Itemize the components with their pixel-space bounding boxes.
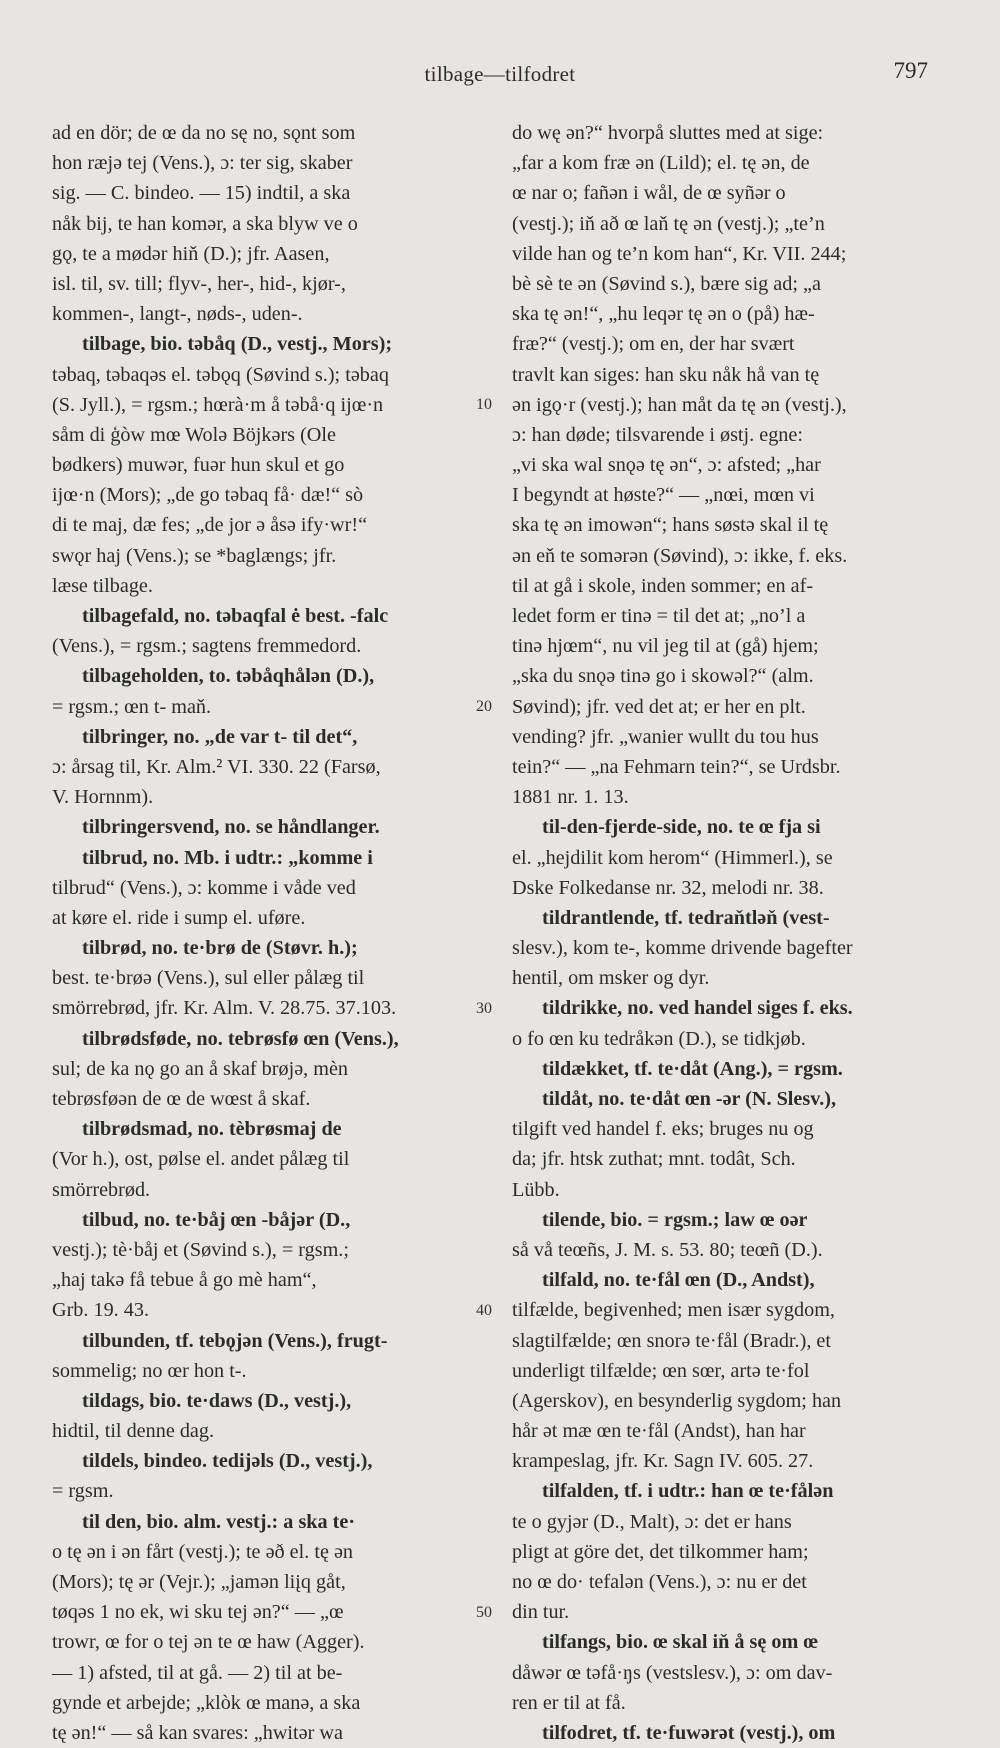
text-line: (Mors); tę ər (Vejr.); „jamən liįq gåt, bbox=[52, 1571, 346, 1593]
text-line: best. te·brøə (Vens.), sul eller pålæg til bbox=[52, 967, 365, 990]
text-line: „ska du snǫə tinə go i skowəl?“ (alm. bbox=[512, 665, 814, 688]
text-line: smörrebrød, jfr. Kr. Alm. V. 28.75. 37.103. bbox=[52, 997, 397, 1020]
text-line: tilende, bio. = rgsm.; law œ oər bbox=[542, 1208, 808, 1231]
text-line: bødkers) muwər, fuər hun skul et go bbox=[52, 454, 345, 477]
text-line: hentil, om msker og dyr. bbox=[512, 967, 710, 990]
text-line: tilfodret, tf. te·fuwərət (vestj.), om bbox=[542, 1721, 836, 1744]
text-line: tildrantlende, tf. tedraňtləň (vest- bbox=[542, 906, 830, 929]
text-line: tildrikke, no. ved handel siges f. eks. bbox=[542, 997, 853, 1020]
text-line: tę ən!“ — så kan svares: „hwitər wa bbox=[52, 1721, 343, 1744]
text-line: travlt kan siges: han sku nåk hå van tę bbox=[512, 363, 820, 386]
text-line: Lübb. bbox=[512, 1178, 560, 1201]
text-line: ledet form er tinə = til det at; „no’l a bbox=[512, 605, 806, 627]
text-line: „far a kom fræ ən (Lild); el. tę ən, de bbox=[512, 152, 810, 175]
text-line: tildels, bindeo. tedijəls (D., vestj.), bbox=[82, 1450, 373, 1473]
text-line: o tę ən i ən fårt (vestj.); te əð el. tę ən bbox=[52, 1540, 353, 1563]
text-line: at køre el. ride i sump el. uføre. bbox=[52, 906, 306, 929]
text-line: swǫr haj (Vens.); se *baglængs; jfr. bbox=[52, 544, 337, 567]
text-line: tilbrød, no. te·brø de (Støvr. h.); bbox=[82, 937, 358, 960]
running-title: tilbage—tilfodret bbox=[424, 62, 576, 86]
text-line: såm di ģòw mœ Wolə Böjkərs (Ole bbox=[52, 423, 336, 446]
text-line: tilbage, bio. təbåq (D., vestj., Mors); bbox=[82, 333, 393, 356]
text-line: təbaq, təbaqəs el. təbǫq (Søvind s.); təbaq bbox=[52, 363, 389, 386]
text-line: V. Hornnm). bbox=[52, 786, 154, 809]
text-line: tilbringersvend, no. se håndlanger. bbox=[82, 816, 380, 839]
line-number-marker: 20 bbox=[476, 697, 492, 715]
text-line: tildækket, tf. te·dåt (Ang.), = rgsm. bbox=[542, 1057, 843, 1080]
text-line: underligt tilfælde; œn sœr, artə te·fol bbox=[512, 1359, 810, 1382]
text-line: ska tę ən!“, „hu leqər tę ən o (på) hæ- bbox=[512, 303, 815, 326]
text-line: Dske Folkedanse nr. 32, melodi nr. 38. bbox=[512, 876, 824, 899]
text-line: ska tę ən imowən“; hans søstə skal il tę bbox=[512, 514, 829, 537]
text-line: no œ do· tefalən (Vens.), ɔ: nu er det bbox=[512, 1571, 807, 1593]
text-line: til-den-fjerde-side, no. te œ fja si bbox=[542, 816, 821, 839]
text-line: så vå teœñs, J. M. s. 53. 80; teœñ (D.). bbox=[512, 1238, 823, 1261]
text-line: slesv.), kom te-, komme drivende bagefter bbox=[512, 937, 853, 960]
text-line: tilbageholden, to. təbåqhålən (D.), bbox=[82, 665, 375, 688]
text-line: tilbrud“ (Vens.), ɔ: komme i våde ved bbox=[52, 876, 356, 899]
text-line: ijœ·n (Mors); „de go təbaq få· dæ!“ sò bbox=[52, 484, 364, 507]
line-number-marker: 30 bbox=[476, 999, 492, 1017]
text-line: ən eň te somərən (Søvind), ɔ: ikke, f. eks. bbox=[512, 544, 848, 567]
text-line: „haj takə få tebue å go mè ham“, bbox=[52, 1269, 317, 1292]
text-line: tinə hjœm“, nu vil jeg til at (gå) hjem; bbox=[512, 635, 819, 658]
text-line: isl. til, sv. till; flyv-, her-, hid-, kjør-, bbox=[52, 272, 346, 295]
text-line: kommen-, langt-, nøds-, uden-. bbox=[52, 303, 303, 326]
text-line: œ nar o; fañən i wål, de œ syñər o bbox=[512, 182, 786, 205]
text-line: do wę ən?“ hvorpå sluttes med at sige: bbox=[512, 122, 824, 144]
text-line: vilde han og te’n kom han“, Kr. VII. 244; bbox=[512, 242, 847, 265]
text-line: (Vor h.), ost, pølse el. andet pålæg til bbox=[52, 1148, 350, 1171]
text-line: Søvind); jfr. ved det at; er her en plt. bbox=[512, 695, 806, 718]
text-line: tilbud, no. te·båj œn -båjər (D., bbox=[82, 1208, 351, 1231]
text-line: nåk bij, te han komər, a ska blyw ve o bbox=[52, 212, 358, 235]
text-line: hår ət mæ œn te·fål (Andst), han har bbox=[512, 1420, 806, 1443]
text-line: til den, bio. alm. vestj.: a ska te· bbox=[82, 1510, 356, 1533]
text-line: krampeslag, jfr. Kr. Sagn IV. 605. 27. bbox=[512, 1450, 814, 1473]
text-line: tilbrødsføde, no. tebrøsfø œn (Vens.), bbox=[82, 1027, 399, 1050]
text-line: tildåt, no. te·dåt œn -ər (N. Slesv.), bbox=[542, 1088, 837, 1110]
text-line: tilbringer, no. „de var t- til det“, bbox=[82, 725, 358, 748]
text-line: tilfalden, tf. i udtr.: han œ te·fålən bbox=[542, 1480, 834, 1503]
text-line: tebrøsføən de œ de wœst å skaf. bbox=[52, 1088, 311, 1110]
text-line: tilfangs, bio. œ skal iň å sę om œ bbox=[542, 1631, 818, 1654]
text-line: tilbrud, no. Mb. i udtr.: „komme i bbox=[82, 846, 373, 869]
text-line: hidtil, til denne dag. bbox=[52, 1420, 215, 1443]
text-line: I begyndt at høste?“ — „nœi, mœn vi bbox=[512, 484, 815, 507]
text-line: tilbunden, tf. tebǫjən (Vens.), frugt- bbox=[82, 1329, 388, 1352]
text-line: dåwər œ təfå·ŋs (vestslesv.), ɔ: om dav- bbox=[512, 1661, 833, 1684]
right-column bbox=[512, 118, 944, 1748]
text-line: tilgift ved handel f. eks; bruges nu og bbox=[512, 1118, 814, 1141]
text-line: din tur. bbox=[512, 1601, 570, 1624]
text-line: — 1) afsted, til at gå. — 2) til at be- bbox=[52, 1661, 343, 1684]
text-line: tøqəs 1 no ek, wi sku tej ən?“ — „œ bbox=[52, 1601, 344, 1624]
text-line: = rgsm. bbox=[52, 1480, 114, 1503]
text-line: fræ?“ (vestj.); om en, der har svært bbox=[512, 333, 795, 356]
text-line: (Vens.), = rgsm.; sagtens fremmedord. bbox=[52, 635, 362, 658]
text-line: pligt at göre det, det tilkommer ham; bbox=[512, 1540, 809, 1563]
text-line: tein?“ — „na Fehmarn tein?“, se Urdsbr. bbox=[512, 755, 841, 778]
text-line: tilfælde, begivenhed; men især sygdom, bbox=[512, 1299, 835, 1322]
text-line: tildags, bio. te·daws (D., vestj.), bbox=[82, 1389, 352, 1412]
text-line: trowr, œ for o tej ən te œ haw (Agger). bbox=[52, 1631, 365, 1654]
text-line: bè sè te ən (Søvind s.), bære sig ad; „a bbox=[512, 272, 821, 295]
text-line: hon ræjə tej (Vens.), ɔ: ter sig, skaber bbox=[52, 152, 353, 175]
text-line: smörrebrød. bbox=[52, 1178, 151, 1201]
text-line: ren er til at få. bbox=[512, 1691, 626, 1714]
text-line: sig. — C. bindeo. — 15) indtil, a ska bbox=[52, 182, 351, 205]
left-column bbox=[52, 118, 492, 1748]
text-line: til at gå i skole, inden sommer; en af- bbox=[512, 574, 814, 597]
text-line: (Agerskov), en besynderlig sygdom; han bbox=[512, 1389, 842, 1412]
text-line: (S. Jyll.), = rgsm.; hœrà·m å təbå·q ijœ·n bbox=[52, 393, 384, 416]
line-number-marker: 10 bbox=[476, 395, 492, 413]
text-line: ɔ: årsag til, Kr. Alm.² VI. 330. 22 (Farsø, bbox=[52, 755, 381, 778]
text-line: læse tilbage. bbox=[52, 574, 153, 597]
text-line: ən igǫ·r (vestj.); han måt da tę ən (vestj.), bbox=[512, 393, 847, 416]
text-line: „vi ska wal snǫə tę ən“, ɔ: afsted; „har bbox=[512, 454, 821, 477]
text-line: (vestj.); iň að œ laň tę ən (vestj.); „te’n bbox=[512, 212, 825, 235]
text-line: da; jfr. htsk zuthat; mnt. todât, Sch. bbox=[512, 1148, 796, 1171]
text-line: gǫ, te a mødər hiň (D.); jfr. Aasen, bbox=[52, 242, 330, 265]
text-line: vending? jfr. „wanier wullt du tou hus bbox=[512, 725, 819, 748]
text-line: sul; de ka nǫ go an å skaf brøjə, mèn bbox=[52, 1057, 349, 1080]
text-line: slagtilfælde; œn snorə te·fål (Bradr.), et bbox=[512, 1329, 831, 1352]
text-line: tilfald, no. te·fål œn (D., Andst), bbox=[542, 1269, 815, 1292]
text-line: ad en dör; de œ da no sę no, sǫnt som bbox=[52, 122, 356, 144]
page-number: 797 bbox=[893, 58, 928, 83]
text-line: di te maj, dæ fes; „de jor ə åsə ify·wr!“ bbox=[52, 514, 368, 537]
line-number-marker: 40 bbox=[476, 1301, 492, 1319]
text-line: gynde et arbejde; „klòk œ manə, a ska bbox=[52, 1691, 361, 1714]
line-number-marker: 50 bbox=[476, 1603, 492, 1621]
text-line: ɔ: han døde; tilsvarende i østj. egne: bbox=[512, 423, 803, 446]
text-line: tilbrødsmad, no. tèbrøsmaj de bbox=[82, 1118, 342, 1141]
text-line: te o gyjər (D., Malt), ɔ: det er hans bbox=[512, 1510, 792, 1533]
text-line: vestj.); tè·båj et (Søvind s.), = rgsm.; bbox=[52, 1238, 349, 1261]
text-line: el. „hejdilit kom herom“ (Himmerl.), se bbox=[512, 846, 833, 869]
text-line: o fo œn ku tedråkən (D.), se tidkjøb. bbox=[512, 1027, 806, 1050]
text-line: tilbagefald, no. təbaqfal ė best. -falc bbox=[82, 605, 389, 627]
text-line: 1881 nr. 1. 13. bbox=[512, 786, 629, 809]
text-line: Grb. 19. 43. bbox=[52, 1299, 150, 1322]
running-head bbox=[0, 58, 1000, 92]
text-line: = rgsm.; œn t- maň. bbox=[52, 695, 212, 718]
text-line: sommelig; no œr hon t-. bbox=[52, 1359, 247, 1382]
